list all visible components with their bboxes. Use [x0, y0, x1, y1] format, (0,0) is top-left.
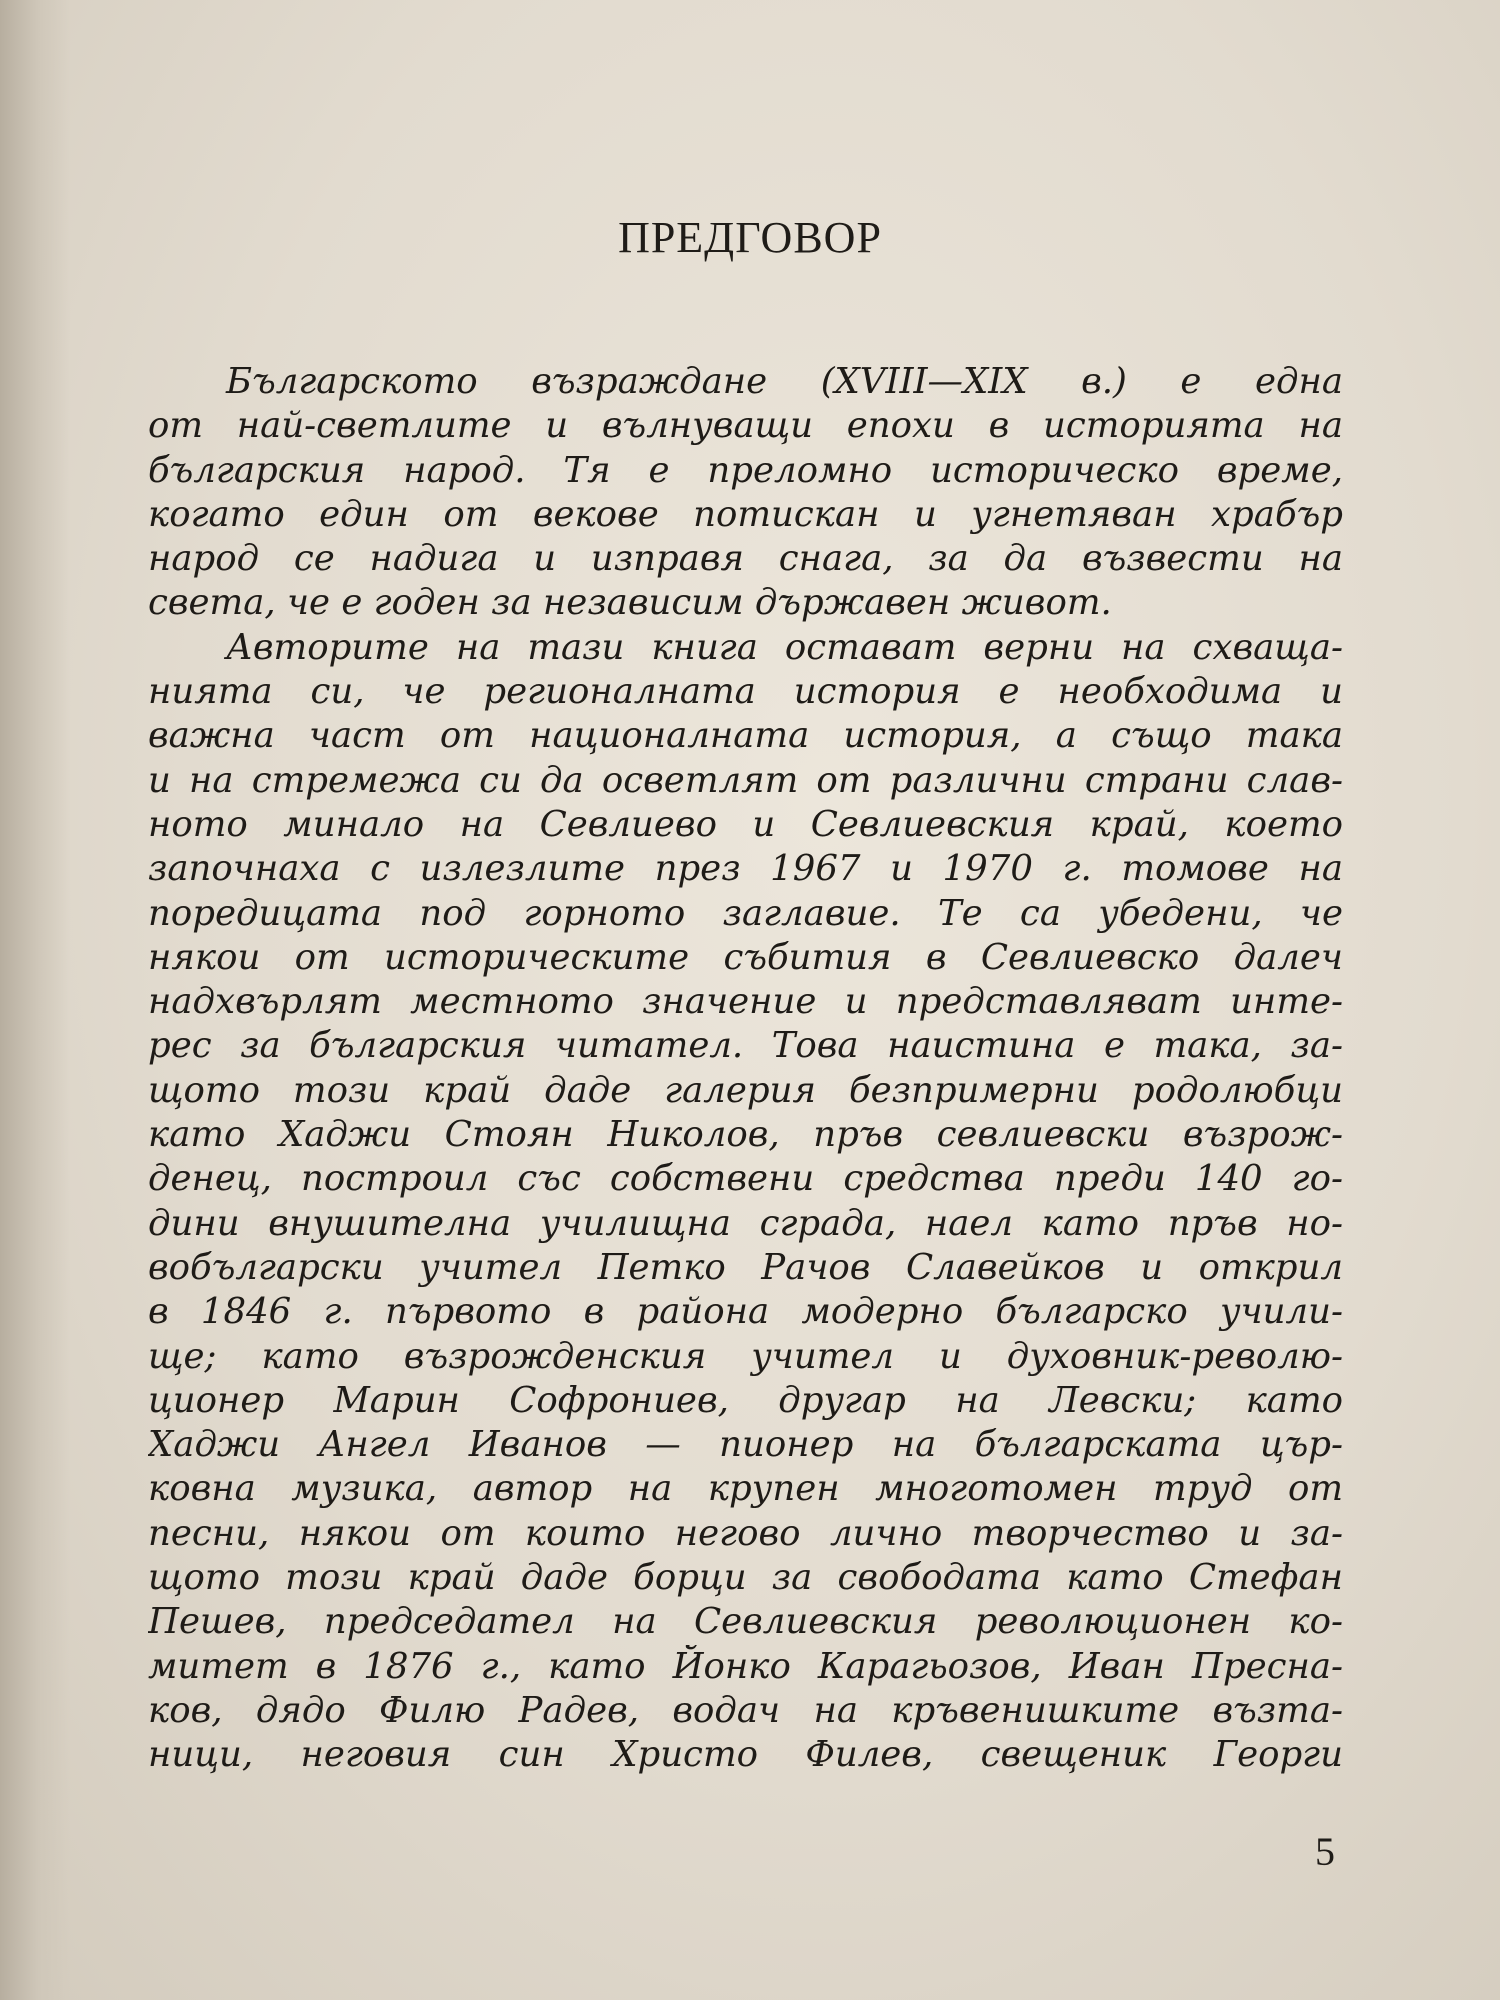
text-line: поредицата под горното заглавие. Те са убедени, че: [148, 892, 1343, 934]
chapter-heading: ПРЕДГОВОР: [618, 213, 882, 262]
text-line: рес за българския читател. Това наистина е така, за-: [148, 1025, 1343, 1067]
text-line: когато един от векове потискан и угнетяван храбър: [148, 493, 1343, 535]
text-line: в 1846 г. първото в района модерно българско учили-: [148, 1291, 1343, 1333]
text-line: Хаджи Ангел Иванов — пионер на българската цър-: [148, 1424, 1343, 1466]
text-line: и на стремежа си да осветлят от различни страни слав-: [148, 759, 1343, 801]
text-line: ници, неговия син Христо Филев, свещеник Георги: [148, 1734, 1343, 1776]
text-line: нията си, че регионалната история е необходима и: [148, 671, 1343, 713]
text-line: надхвърлят местното значение и представляват инте-: [148, 981, 1343, 1023]
text-line: Авторите на тази книга остават верни на схваща-: [226, 626, 1343, 668]
text-line: някои от историческите събития в Севлиевско далеч: [148, 936, 1343, 978]
text-line: започнаха с излезлите през 1967 и 1970 г. томове на: [148, 848, 1343, 890]
text-line: дини внушителна училищна сграда, наел като пръв но-: [148, 1202, 1343, 1244]
text-line: от най-светлите и вълнуващи епохи в историята на: [148, 405, 1343, 447]
text-line: ционер Марин Софрониев, другар на Левски; като: [148, 1379, 1343, 1421]
text-line: като Хаджи Стоян Николов, пръв севлиевски възрож-: [148, 1114, 1343, 1156]
text-line: Българското възраждане (XVIII—XIX в.) е една: [226, 361, 1343, 402]
text-line: ното минало на Севлиево и Севлиевския край, което: [148, 803, 1343, 845]
text-line: българския народ. Тя е преломно историческо време,: [148, 449, 1343, 491]
text-line: вобългарски учител Петко Рачов Славейков и открил: [148, 1246, 1343, 1288]
body-text: [148, 360, 1343, 1778]
text-line: песни, някои от които негово лично творчество и за-: [148, 1512, 1343, 1554]
text-line: щото този край даде борци за свободата като Стефан: [148, 1557, 1343, 1599]
text-line: щото този край даде галерия безпримерни родолюбци: [148, 1069, 1343, 1111]
page-gutter-shadow: [0, 0, 70, 2000]
text-line: важна част от националната история, а също така: [148, 715, 1343, 757]
text-line: митет в 1876 г., като Йонко Карагьозов, Иван Пресна-: [148, 1645, 1343, 1687]
text-line: света, че е годен за независим държавен живот.: [148, 582, 1112, 624]
text-line: ковна музика, автор на крупен многотомен труд от: [148, 1468, 1343, 1510]
text-line: народ се надига и изправя снага, за да възвести на: [148, 538, 1343, 580]
page-number: 5: [1315, 1829, 1335, 1874]
text-line: денец, построил със собствени средства преди 140 го-: [148, 1158, 1343, 1200]
text-line: Пешев, председател на Севлиевския революционен ко-: [148, 1601, 1343, 1643]
text-line: ков, дядо Филю Радев, водач на кръвенишките възта-: [148, 1689, 1343, 1731]
text-line: ще; като възрожденския учител и духовник-револю-: [148, 1335, 1343, 1377]
